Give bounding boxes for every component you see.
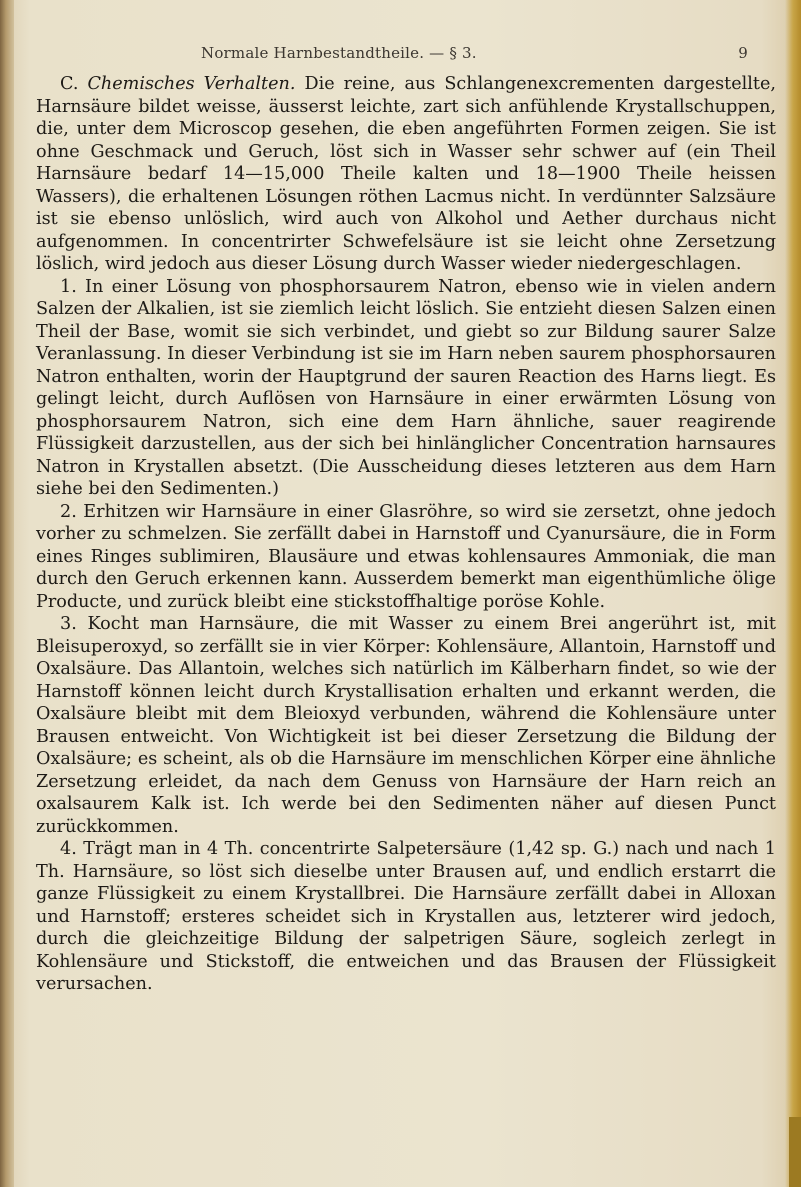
paragraph-text: 3. Kocht man Harnsäure, die mit Wasser zu einem Brei angerührt ist, mit Bleisuperoxyd, so zerfällt sie in vier Körper: Kohlensäure, Allantoin, Harnstoff und Oxalsäure. Das Allantoin, welches sich natürlich im Kälberharn findet, so wie der Harnstoff können leicht durch Krystallisation erhalten und erkannt werden, die Oxalsäure bleibt mit dem Bleioxyd verbunden, während die Kohlensäure unter Brausen entweicht. Von Wichtigkeit ist bei dieser Zersetzung die Bildung der Oxalsäure; es scheint, als ob die Harnsäure im menschlichen Körper eine ähnliche Zersetzung erleidet, da nach dem Genuss von Harnsäure der Harn reich an oxalsaurem Kalk ist. Ich werde bei den Sedimenten näher auf diesen Punct zurückkommen. [36,614,776,837]
paragraph-1 [36,276,776,501]
body-text [36,73,776,996]
section-letter: C. [60,74,88,94]
page-left-edge-shadow [0,0,14,1187]
book-spine-mark [789,1117,801,1187]
paragraph-text: Die reine, aus Schlangenexcrementen dargestellte, Harnsäure bildet weisse, äusserst leichte, zart sich anfühlende Krystallschuppen, die, unter dem Microscop gesehen, die eben angeführten Formen zeigen. Sie ist ohne Geschmack und Geruch, löst sich in Wasser sehr schwer auf (ein Theil Harnsäure bedarf 14—15,000 Theile kalten und 18—1900 Theile heissen Wassers), die erhaltenen Lösungen röthen Lacmus nicht. In verdünnter Salzsäure ist sie ebenso unlöslich, wird auch von Alkohol und Aether durchaus nicht aufgenommen. In concentrirter Schwefelsäure ist sie leicht ohne Zersetzung löslich, wird jedoch aus dieser Lösung durch Wasser wieder niedergeschlagen. [36,74,776,274]
page-content [36,8,776,994]
section-heading: Chemisches Verhalten. [87,74,296,94]
page-number: 9 [738,44,748,62]
paragraph-3 [36,613,776,838]
paragraph-chemisches-verhalten [36,73,776,276]
running-head [36,8,774,62]
paragraph-text: 4. Trägt man in 4 Th. concentrirte Salpetersäure (1,42 sp. G.) nach und nach 1 Th. Harnsäure, so löst sich dieselbe unter Brausen auf, und endlich erstarrt die ganze Flüssigkeit zu einem Krystallbrei. Die Harnsäure zerfällt dabei in Alloxan und Harnstoff; ersteres scheidet sich in Krystallen aus, letzterer wird jedoch, durch die gleichzeitige Bildung der salpetrigen Säure, sogleich zerlegt in Kohlensäure und Stickstoff, die entweichen und das Brausen der Flüssigkeit verursachen. [36,839,776,994]
paragraph-4 [36,838,776,996]
paragraph-text: 2. Erhitzen wir Harnsäure in einer Glasröhre, so wird sie zersetzt, ohne jedoch vorher zu schmelzen. Sie zerfällt dabei in Harnstoff und Cyanursäure, die in Form eines Ringes sublimiren, Blausäure und etwas kohlensaures Ammoniak, die man durch den Geruch erkennen kann. Ausserdem bemerkt man eigenthümliche ölige Producte, und zurück bleibt eine stickstoffhaltige poröse Kohle. [36,501,776,612]
running-head-title: Normale Harnbestandtheile. — § 3. [201,44,477,62]
paragraph-text: 1. In einer Lösung von phosphorsaurem Natron, ebenso wie in vielen andern Salzen der Alkalien, ist sie ziemlich leicht löslich. Sie entzieht diesen Salzen einen Theil der Base, womit sie sich verbindet, und giebt so zur Bildung saurer Salze Veranlassung. In dieser Verbindung ist sie im Harn neben saurem phosphorsauren Natron enthalten, worin der Hauptgrund der sauren Reaction des Harns liegt. Es gelingt leicht, durch Auflösen von Harnsäure in einer erwärmten Lösung von phosphorsaurem Natron, sich eine dem Harn ähnliche, sauer reagirende Flüssigkeit darzustellen, aus der sich bei hinlänglicher Concentration harnsaures Natron in Krystallen absetzt. (Die Ausscheidung dieses letzteren aus dem Harn siehe bei den Sedimenten.) [36,276,776,499]
paragraph-2 [36,501,776,614]
page-right-edge-gilt [785,0,801,1187]
